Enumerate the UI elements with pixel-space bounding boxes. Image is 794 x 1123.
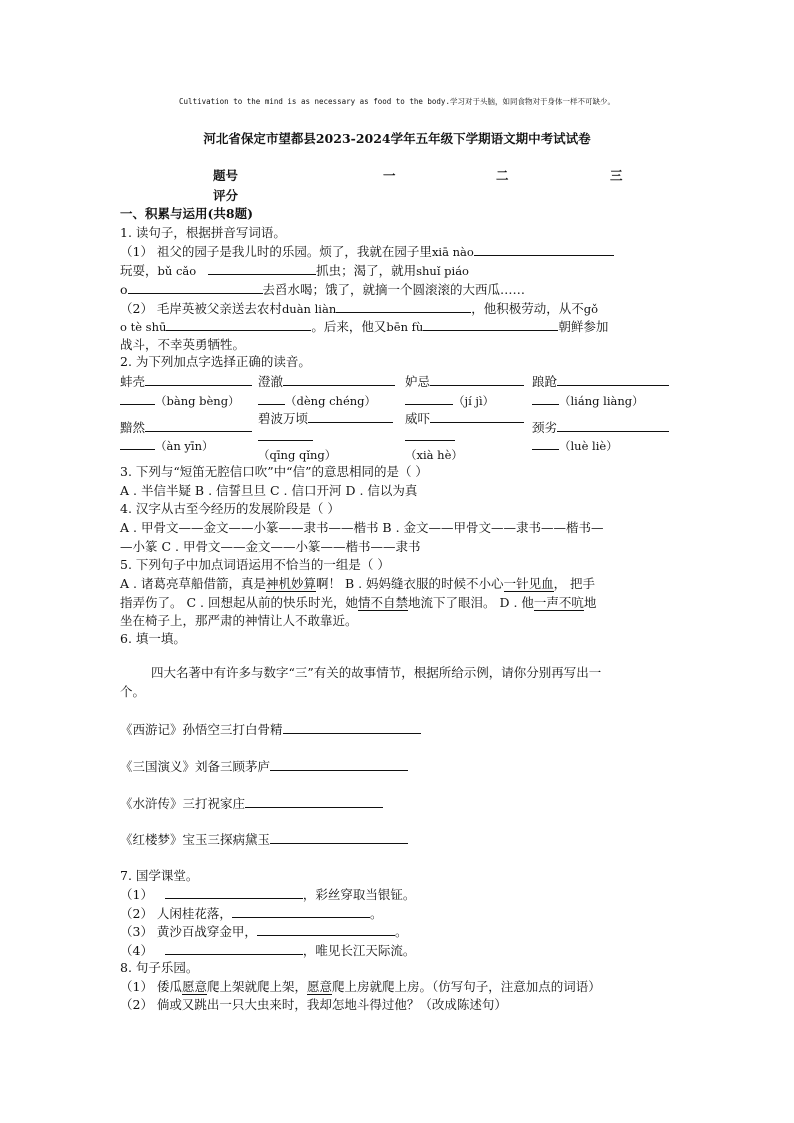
answer-blank[interactable] [430, 409, 524, 423]
q2-word-8: 颈劣 [532, 418, 669, 437]
q7-line1: （1） ，彩丝穿取当银钲。 [120, 887, 416, 902]
q2-word-4: 踉跄 [532, 372, 669, 391]
score-table-col-label: 题号 [213, 168, 239, 183]
q2-option-7: （xià hè） [405, 448, 463, 462]
q2-word-5: 黯然 [120, 418, 252, 437]
q7-line3: （3） 黄沙百战穿金甲， 。 [120, 924, 408, 939]
answer-blank[interactable] [308, 409, 393, 423]
answer-blank[interactable] [283, 720, 421, 734]
q2-word-6: 碧波万顷 [258, 409, 393, 428]
q5-line3: 坐在椅子上，那严肃的神情让人不敢靠近。 [120, 613, 358, 628]
answer-blank[interactable] [128, 280, 263, 294]
answer-blank[interactable] [336, 299, 471, 313]
q3-options: A . 半信半疑 B . 信誓旦旦 C . 信口开河 D . 信以为真 [120, 483, 418, 498]
score-table-col-2: 二 [496, 168, 509, 183]
q6-item-4: 《红楼梦》宝玉三探病黛玉 [120, 830, 408, 849]
score-table-col-1: 一 [383, 168, 396, 183]
answer-blank[interactable] [474, 242, 614, 256]
q5-line2: 指弄伤了。 C . 回想起从前的快乐时光，她情不自禁地流下了眼泪。 D . 他一声不吭地 [120, 595, 597, 610]
answer-blank[interactable] [270, 830, 408, 844]
q7-line2: （2） 人闲桂花落， 。 [120, 906, 383, 921]
q2-title: 2. 为下列加点字选择正确的读音。 [120, 354, 311, 369]
answer-blank[interactable] [532, 436, 559, 450]
q1-title: 1. 读句子，根据拼音写词语。 [120, 225, 286, 240]
q4-title: 4. 汉字从古至今经历的发展阶段是（ ） [120, 501, 340, 516]
q1-p1-line1: （1） 祖父的园子是我儿时的乐园。烦了，我就在园子里xiā nào [120, 242, 614, 261]
q2-option-3: （jí jì） [405, 391, 494, 410]
score-table-col-3: 三 [610, 168, 623, 183]
answer-blank[interactable] [145, 372, 252, 386]
q1-p2-line2: o tè shū 。后来，他又bēn fù 朝鲜参加 [120, 319, 609, 334]
answer-blank[interactable] [145, 418, 252, 432]
q2-word-7: 威吓 [405, 409, 524, 428]
answer-blank[interactable] [557, 418, 669, 432]
section-heading: 一、积累与运用(共8题) [120, 206, 254, 221]
q2-word-1: 蚌壳 [120, 372, 252, 391]
q2-option-1: （bàng bèng） [120, 391, 240, 410]
q6-item-3: 《水浒传》三打祝家庄 [120, 794, 383, 813]
answer-blank[interactable] [430, 372, 524, 386]
answer-blank[interactable] [258, 391, 285, 405]
q6-title: 6. 填一填。 [120, 631, 186, 646]
q1-p1-line2: 玩耍，bǔ cǎo 抓虫；渴了，就用shuǐ piáo [120, 263, 469, 278]
q8-title: 8. 句子乐园。 [120, 960, 199, 975]
answer-blank[interactable] [165, 941, 303, 955]
answer-blank[interactable] [257, 922, 395, 936]
answer-blank[interactable] [283, 372, 395, 386]
answer-blank[interactable] [423, 317, 558, 331]
answer-blank[interactable] [405, 391, 453, 405]
q1-p1-line3: o 去舀水喝；饿了，就摘一个圆滚滚的大西瓜…… [120, 282, 526, 297]
answer-blank[interactable] [405, 440, 455, 441]
q5-line1: A . 诸葛亮草船借箭，真是神机妙算啊！ B . 妈妈缝衣服的时候不小心一针见血， 把手 [120, 576, 596, 591]
answer-blank[interactable] [532, 391, 559, 405]
q1-p2-line1: （2） 毛岸英被父亲送去农村duàn liàn ，他积极劳动，从不gǒ [120, 301, 599, 316]
q6-item-1: 《西游记》孙悟空三打白骨精 [120, 720, 421, 739]
q4-options-line2: —小篆 C . 甲骨文——金文——小篆——楷书——隶书 [120, 539, 421, 554]
q2-word-3: 妒忌 [405, 372, 524, 391]
q6-item-2: 《三国演义》刘备三顾茅庐 [120, 757, 408, 776]
q2-word-2: 澄澈 [258, 372, 395, 391]
answer-blank[interactable] [166, 317, 311, 331]
q2-option-8: （luè liè） [532, 436, 618, 455]
q7-line4: （4） ，唯见长江天际流。 [120, 943, 416, 958]
answer-blank[interactable] [120, 391, 155, 405]
answer-blank[interactable] [245, 794, 383, 808]
q1-p2-line3: 战斗，不幸英勇牺牲。 [120, 337, 246, 352]
answer-blank[interactable] [120, 436, 155, 450]
answer-blank[interactable] [165, 885, 303, 899]
q8-line1: （1） 倭瓜愿意爬上架就爬上架，愿意爬上房就爬上房。（仿写句子，注意加点的词语） [120, 979, 601, 994]
header-motto: Cultivation to the mind is as necessary as food to the body.学习对于头脑，如同食物对于身体一样不可缺少。 [179, 97, 615, 106]
q6-intro-line1: 四大名著中有许多与数字“三”有关的故事情节，根据所给示例，请你分别再写出一 [151, 665, 602, 680]
q2-option-4: （liáng liàng） [532, 391, 644, 410]
q6-intro-line2: 个。 [120, 684, 146, 699]
answer-blank[interactable] [270, 757, 408, 771]
q4-options-line1: A . 甲骨文——金文——小篆——隶书——楷书 B . 金文——甲骨文——隶书——楷书— [120, 520, 604, 535]
answer-blank[interactable] [258, 440, 313, 441]
q2-option-6: （qīng qǐng） [258, 448, 337, 462]
q5-title: 5. 下列句子中加点词语运用不恰当的一组是（ ） [120, 557, 390, 572]
q7-title: 7. 国学课堂。 [120, 868, 199, 883]
score-table-row-label: 评分 [213, 188, 239, 203]
answer-blank[interactable] [208, 261, 316, 275]
page-title: 河北省保定市望都县2023-2024学年五年级下学期语文期中考试试卷 [203, 131, 591, 146]
q2-option-5: （àn yīn） [120, 436, 214, 455]
q2-option-2: （dèng chéng） [258, 391, 376, 410]
q3-title: 3. 下列与“短笛无腔信口吹”中“信”的意思相同的是（ ） [120, 464, 428, 479]
q8-line2: （2） 倘或又跳出一只大虫来时，我却怎地斗得过他？（改成陈述句） [120, 997, 507, 1012]
answer-blank[interactable] [232, 904, 370, 918]
answer-blank[interactable] [557, 372, 669, 386]
